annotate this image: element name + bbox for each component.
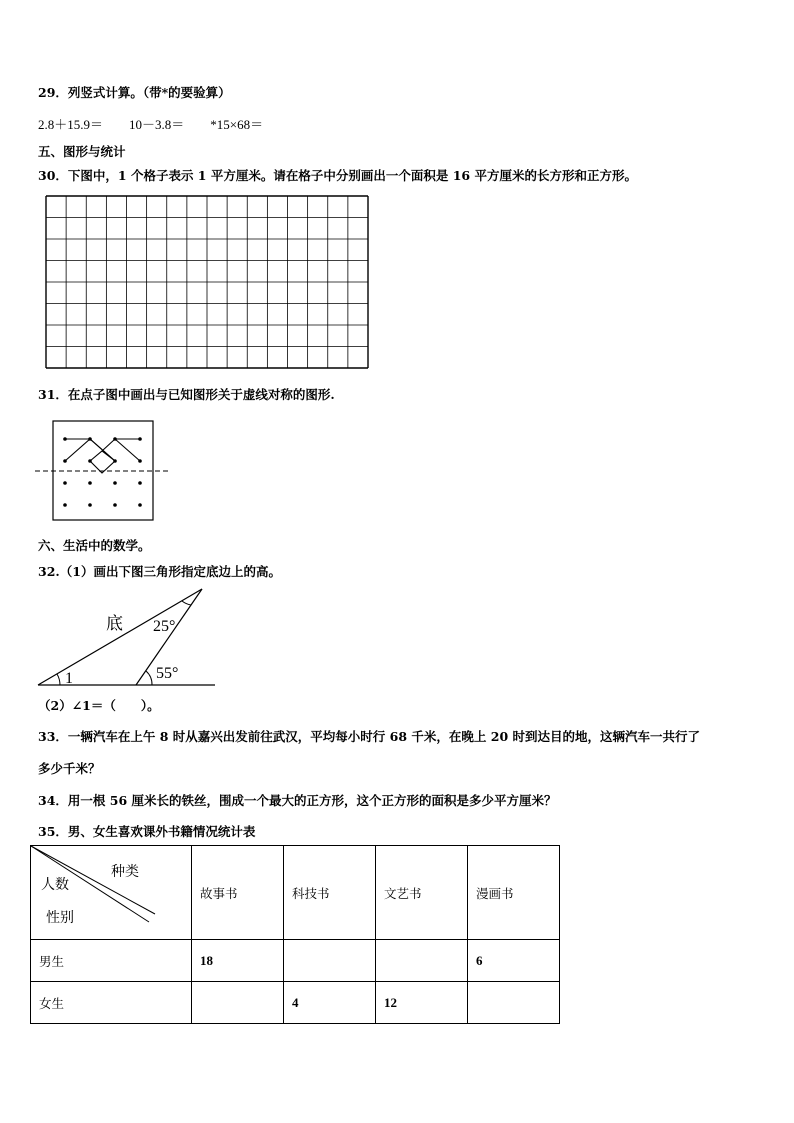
table-row-girls [31, 982, 560, 1024]
column-header-science: 科技书 [284, 846, 376, 940]
boys-literature [376, 940, 468, 982]
row-label-boys: 男生 [31, 940, 192, 982]
column-header-comics: 漫画书 [468, 846, 560, 940]
q30-title: 30．下图中，1 个格子表示 1 平方厘米。请在格子中分别画出一个面积是 16 平方厘米的长方形和正方形。 [38, 168, 637, 183]
header-gender: 性别 [46, 910, 74, 926]
q32-triangle-figure [38, 585, 218, 690]
q31-dot-diagram [35, 418, 170, 523]
table-row-boys [31, 940, 560, 982]
angle-1-arc [57, 674, 60, 685]
table-header-row [31, 846, 560, 940]
girls-literature: 12 [376, 982, 468, 1024]
row-label-girls: 女生 [31, 982, 192, 1024]
q29-title: 29．列竖式计算。（带*的要验算） [38, 85, 231, 100]
header-count: 人数 [41, 877, 69, 893]
q29-item-2: 10－3.8＝ [129, 117, 185, 132]
q30-square-grid [45, 195, 370, 370]
q35-statistics-table [30, 845, 560, 1024]
girls-science: 4 [284, 982, 376, 1024]
diagonal-header-cell [31, 846, 192, 940]
q35-title: 35．男、女生喜欢课外书籍情况统计表 [38, 824, 256, 839]
q29-item-1: 2.8＋15.9＝ [38, 117, 104, 132]
header-type: 种类 [111, 864, 139, 880]
section-5-heading: 五、图形与统计 [38, 144, 126, 159]
q33-line-1: 33．一辆汽车在上午 8 时从嘉兴出发前往武汉，平均每小时行 68 千米，在晚上 20 时到达目的地，这辆汽车一共行了 [38, 729, 700, 744]
angle-55-arc [146, 671, 152, 685]
column-header-literature: 文艺书 [376, 846, 468, 940]
angle-25-arc [182, 601, 191, 605]
label-angle-55: 55° [156, 665, 179, 682]
column-header-stories: 故事书 [192, 846, 284, 940]
label-angle-1: 1 [65, 670, 73, 687]
boys-stories: 18 [192, 940, 284, 982]
known-shape [65, 439, 140, 473]
q31-title: 31．在点子图中画出与已知图形关于虚线对称的图形. [38, 387, 335, 402]
q32-part-2: （2）∠1＝（ ）。 [38, 698, 160, 713]
label-base: 底 [106, 614, 123, 633]
girls-comics [468, 982, 560, 1024]
q29-calculations [38, 114, 285, 133]
label-angle-25: 25° [153, 618, 176, 635]
q32-title: 32.（1）画出下图三角形指定底边上的高。 [38, 564, 281, 579]
girls-stories [192, 982, 284, 1024]
section-6-heading: 六、生活中的数学。 [38, 538, 151, 553]
q29-item-3: *15×68＝ [210, 117, 264, 132]
q33-line-2: 多少千米？ [38, 761, 101, 776]
q34-title: 34．用一根 56 厘米长的铁丝，围成一个最大的正方形，这个正方形的面积是多少平方厘米？ [38, 793, 557, 808]
boys-comics: 6 [468, 940, 560, 982]
boys-science [284, 940, 376, 982]
